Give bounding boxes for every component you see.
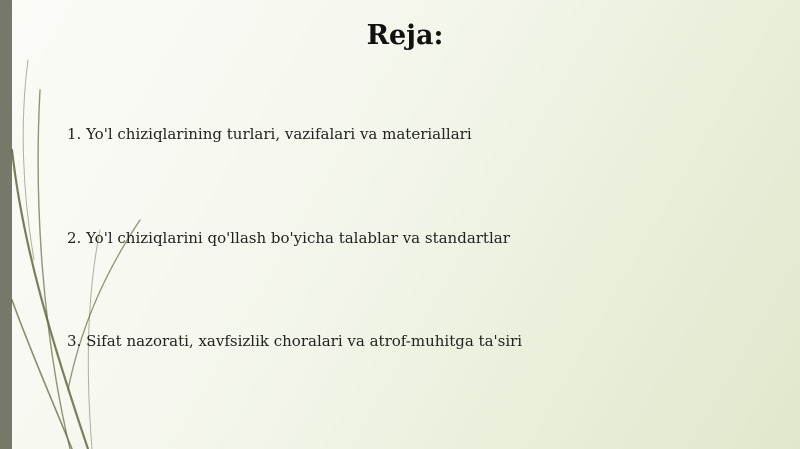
slide-title: Reja: xyxy=(366,20,444,51)
leaf-stroke-2 xyxy=(38,90,70,449)
leaf-stroke-1 xyxy=(12,150,88,449)
agenda-item: 3. Sifat nazorati, xavfsizlik choralari va atrof-muhitga ta'siri xyxy=(67,332,523,350)
agenda-item: 2. Yo'l chiziqlarini qo'llash bo'yicha talablar va standartlar xyxy=(67,229,510,247)
agenda-item: 1. Yo'l chiziqlarining turlari, vazifalari va materiallari xyxy=(67,125,472,143)
